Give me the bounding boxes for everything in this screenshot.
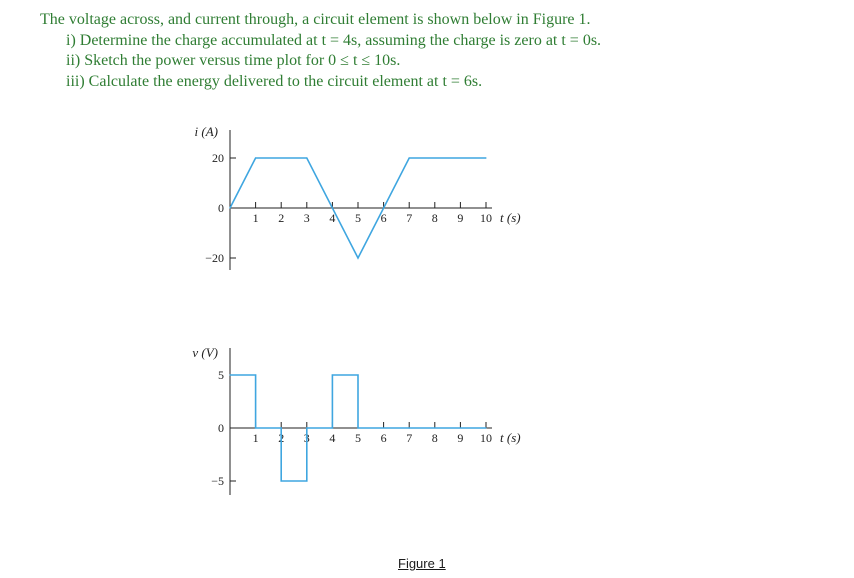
y-tick-label: −20 [205,251,224,265]
x-tick-label: 1 [252,211,259,225]
data-point [306,480,307,481]
data-point [357,427,358,428]
data-point [485,427,486,428]
x-tick-label: 6 [380,431,387,445]
x-tick-label: 4 [329,431,336,445]
data-point [306,157,307,158]
y-tick-label: −5 [211,474,224,488]
data-point [255,374,256,375]
y-tick-label: 0 [218,421,224,435]
data-point [485,157,486,158]
current-chart [195,124,521,270]
y-axis-label: v (V) [192,345,218,360]
problem-title: The voltage across, and current through, a circuit element is shown below in Figure 1. [40,11,591,28]
x-axis-label: t (s) [500,430,521,445]
x-tick-label: 5 [355,431,361,445]
x-tick-label: 2 [278,211,285,225]
data-point [332,374,333,375]
data-point [409,427,410,428]
data-point [281,427,282,428]
figure-caption: Figure 1 [398,556,446,571]
x-tick-label: 3 [303,211,310,225]
data-point [306,427,307,428]
x-tick-label: 8 [431,431,438,445]
data-point [357,257,358,258]
x-tick-label: 10 [480,211,492,225]
data-point [255,427,256,428]
data-point [229,207,230,208]
problem-part-iii: iii) Calculate the energy delivered to the circuit element at t = 6s. [66,73,483,90]
x-axis-label: t (s) [500,210,521,225]
x-tick-label: 3 [303,431,310,445]
x-tick-label: 8 [431,211,438,225]
x-tick-label: 5 [355,211,361,225]
x-tick-label: 2 [278,431,285,445]
data-point [409,157,410,158]
data-point [281,480,282,481]
y-axis-label: i (A) [194,124,218,139]
x-tick-label: 10 [480,431,492,445]
voltage-chart [192,345,520,495]
y-tick-label: 0 [218,201,224,215]
x-tick-label: 7 [406,431,413,445]
y-tick-label: 20 [212,151,224,165]
x-tick-label: 1 [252,431,259,445]
x-tick-label: 4 [329,211,336,225]
data-point [357,374,358,375]
y-tick-label: 5 [218,368,224,382]
x-tick-label: 7 [406,211,413,225]
data-point [255,157,256,158]
problem-part-ii: ii) Sketch the power versus time plot for 0 ≤ t ≤ 10s. [66,52,401,69]
data-point [332,427,333,428]
x-tick-label: 9 [457,431,464,445]
x-tick-label: 6 [380,211,387,225]
data-point [229,374,230,375]
x-tick-label: 9 [457,211,464,225]
problem-part-i: i) Determine the charge accumulated at t = 4s, assuming the charge is zero at t = 0s. [66,32,602,49]
